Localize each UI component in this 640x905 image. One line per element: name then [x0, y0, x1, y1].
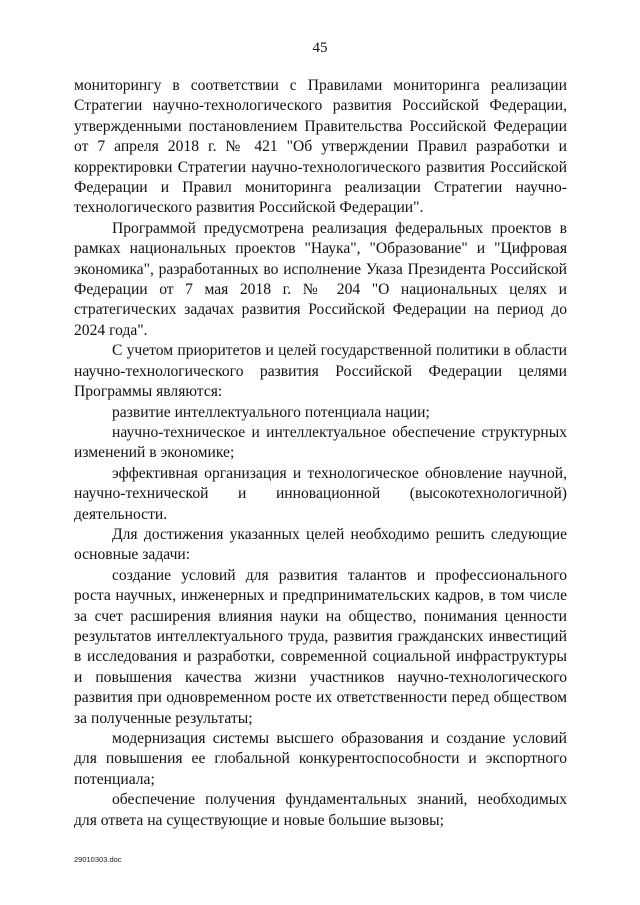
paragraph-goals-intro: С учетом приоритетов и целей государственной политики в области научно-технологического развития Российской Федерации целями Программы являются:: [74, 342, 567, 401]
list-item-goal-2: научно-техническое и интеллектуальное обеспечение структурных изменений в экономике;: [74, 423, 567, 462]
footer-filename: 29010303.doc: [74, 855, 122, 864]
list-item-goal-3: эффективная организация и технологическое обновление научной, научно-технической и инновационной (высокотехнологичной) деятельности.: [74, 464, 567, 523]
paragraph-monitoring: мониторингу в соответствии с Правилами мониторинга реализации Стратегии научно-технологического развития Российской Федерации, утвержденными постановлением Правительства Российской Федерации от 7 апреля 2018 г. № 421 "Об утверждении Правил разработки и корректировки Стратегии научно-технологического развития Российской Федерации и Правил мониторинга реализации Стратегии научно-технологического развития Российской Федерации".: [74, 77, 567, 217]
paragraph-tasks-intro: Для достижения указанных целей необходимо решить следующие основные задачи:: [74, 525, 567, 564]
list-item-task-2: модернизация системы высшего образования и создание условий для повышения ее глобальной конкурентоспособности и экспортного потенциала;: [74, 730, 567, 788]
page-number: 45: [312, 40, 328, 56]
list-item-task-3: обеспечение получения фундаментальных знаний, необходимых для ответа на существующие и новые большие вызовы;: [74, 791, 567, 829]
paragraph-federal-projects: Программой предусмотрена реализация федеральных проектов в рамках национальных проектов "Наука", "Образование" и "Цифровая экономика", разработанных во исполнение Указа Президента Российской Федерации от 7 мая 2018 г. № 204 "О национальных целях и стратегических задачах развития Российской Федерации на период до 2024 года".: [74, 219, 567, 339]
document-body: [74, 76, 567, 831]
list-item-goal-1: развитие интеллектуального потенциала нации;: [112, 403, 430, 421]
list-item-task-1: создание условий для развития талантов и профессионального роста научных, инженерных и предпринимательских кадров, в том числе за счет расширения влияния науки на общество, понимания ценности результатов интеллектуального труда, развития гражданских инвестиций в исследования и разработки, современной социальной инфраструктуры и повышения качества жизни участников научно-технологического развития при одновременном росте их ответственности перед обществом за полученные результаты;: [74, 566, 567, 727]
